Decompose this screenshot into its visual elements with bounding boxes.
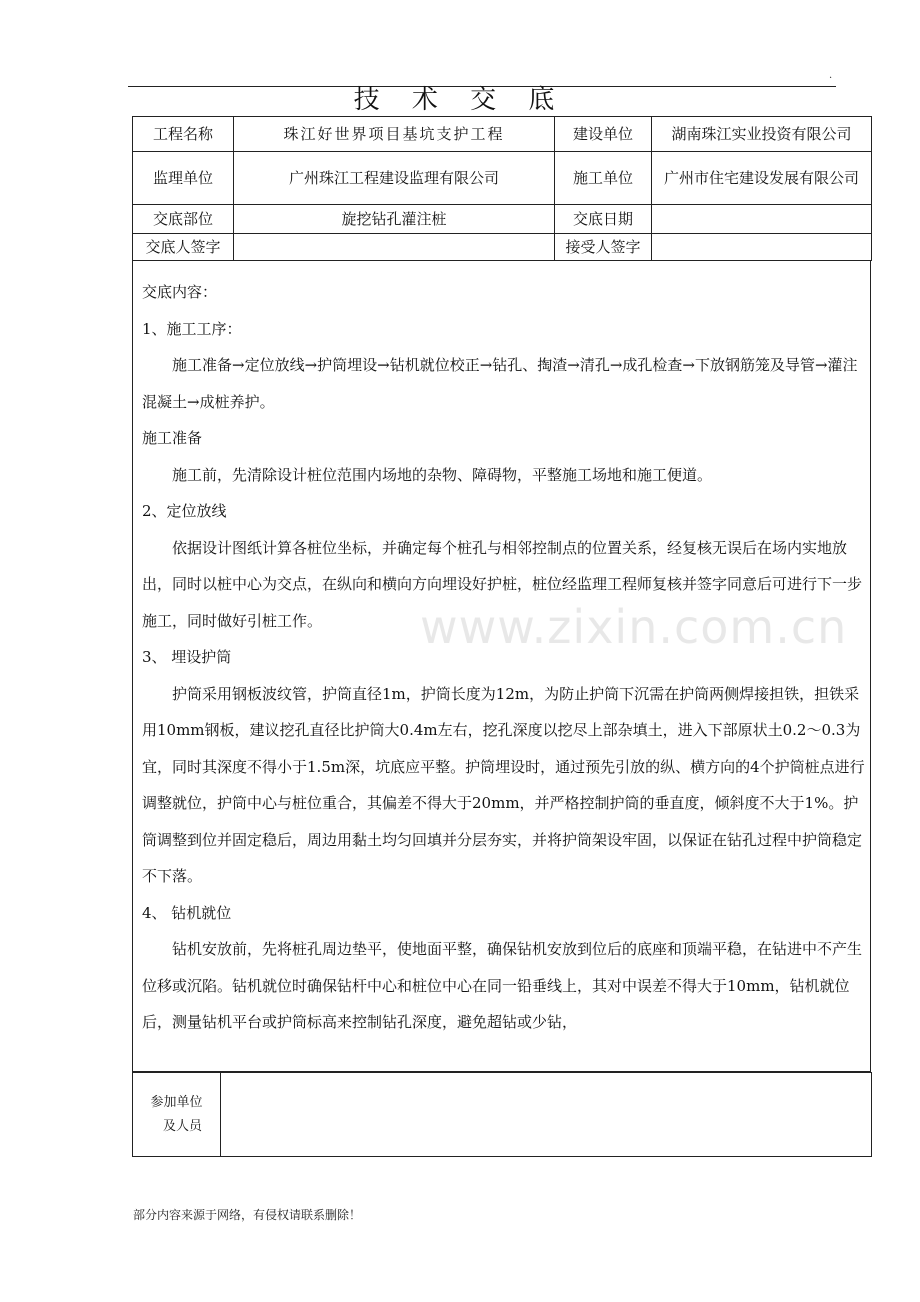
owner-label: 建设单位 [555,117,652,152]
participants-value [221,1073,872,1157]
section-heading: 2、定位放线 [142,502,227,520]
participants-table [132,1072,872,1157]
corner-mark: . [829,70,833,81]
briefer-signature-value [234,234,555,261]
briefing-date-label: 交底日期 [555,205,652,234]
receiver-signature-value [652,234,872,261]
content-intro: 交底内容： [142,283,218,301]
briefing-date-value [652,205,872,234]
section-heading: 3、 埋设护筒 [142,648,232,666]
watermark: www.zixin.com.cn [420,600,848,654]
document-title: 技 术 交 底 [353,85,567,115]
contractor-value: 广州市住宅建设发展有限公司 [652,152,872,205]
owner-value: 湖南珠江实业投资有限公司 [652,117,872,152]
receiver-signature-label: 接受人签字 [555,234,652,261]
table-row [133,152,872,205]
info-table [132,116,872,261]
briefing-content [132,260,871,1072]
footer-note: 部分内容来源于网络，有侵权请联系删除！ [133,1208,362,1222]
section-text: 施工前，先清除设计桩位范围内场地的杂物、障碍物，平整施工场地和施工便道。 [172,465,713,484]
section-text: 钻机安放前，先将桩孔周边垫平，使地面平整，确保钻机安放到位后的底座和顶端平稳，在钻进中不产生位移或沉陷。钻机就位时确保钻杆中心和桩位中心在同一铅垂线上，其对中误差不得大于10mm，钻机就位后，测量钻机平台或护筒标高来控制钻孔深度，避免超钻或少钻， [142,940,863,1031]
participants-label-line2: 及人员 [162,1118,202,1134]
supervisor-value: 广州珠江工程建设监理有限公司 [234,152,555,205]
section-text: 依据设计图纸计算各桩位坐标，并确定每个桩孔与相邻控制点的位置关系，经复核无误后在场内实地放出，同时以桩中心为交点，在纵向和横向方向埋设好护桩，桩位经监理工程师复核并签字同意后可进行下一步施工，同时做好引桩工作。 [142,538,863,630]
supervisor-label: 监理单位 [133,152,234,205]
briefing-part-label: 交底部位 [133,205,234,234]
section-heading: 1、施工工序： [142,319,242,338]
table-row [133,1073,872,1157]
table-row [133,234,872,261]
briefer-signature-label: 交底人签字 [133,234,234,261]
participants-label-line1: 参加单位 [150,1094,203,1110]
project-name-label: 工程名称 [133,117,234,152]
participants-label [133,1073,221,1157]
section-text: 施工准备→定位放线→护筒埋设→钻机就位校正→钻孔、掏渣→清孔→成孔检查→下放钢筋笼及导管→灌注混凝土→成桩养护。 [142,356,858,411]
section-text: 护筒采用钢板波纹管，护筒直径1m，护筒长度为12m，为防止护筒下沉需在护筒两侧焊接担铁，担铁采用10mm钢板，建议挖孔直径比护筒大0.4m左右，挖孔深度以挖尽上部杂填土，进入下部原状土0.2～0.3为宜，同时其深度不得小于1.5m深，坑底应平整。护筒埋设时，通过预先引放的纵、横方向的4个护筒桩点进行调整就位，护筒中心与桩位重合，其偏差不得大于20mm，并严格控制护筒的垂直度，倾斜度不大于1%。护筒调整到位并固定稳后，周边用黏土均匀回填并分层夯实，并将护筒架设牢固，以保证在钻孔过程中护筒稳定不下落。 [142,684,865,885]
contractor-label: 施工单位 [555,152,652,205]
project-name-value: 珠江好世界项目基坑支护工程 [234,117,555,152]
section-heading: 施工准备 [142,429,203,447]
table-row [133,205,872,234]
table-row [133,117,872,152]
briefing-part-value: 旋挖钻孔灌注桩 [234,205,555,234]
section-heading: 4、 钻机就位 [142,903,232,922]
